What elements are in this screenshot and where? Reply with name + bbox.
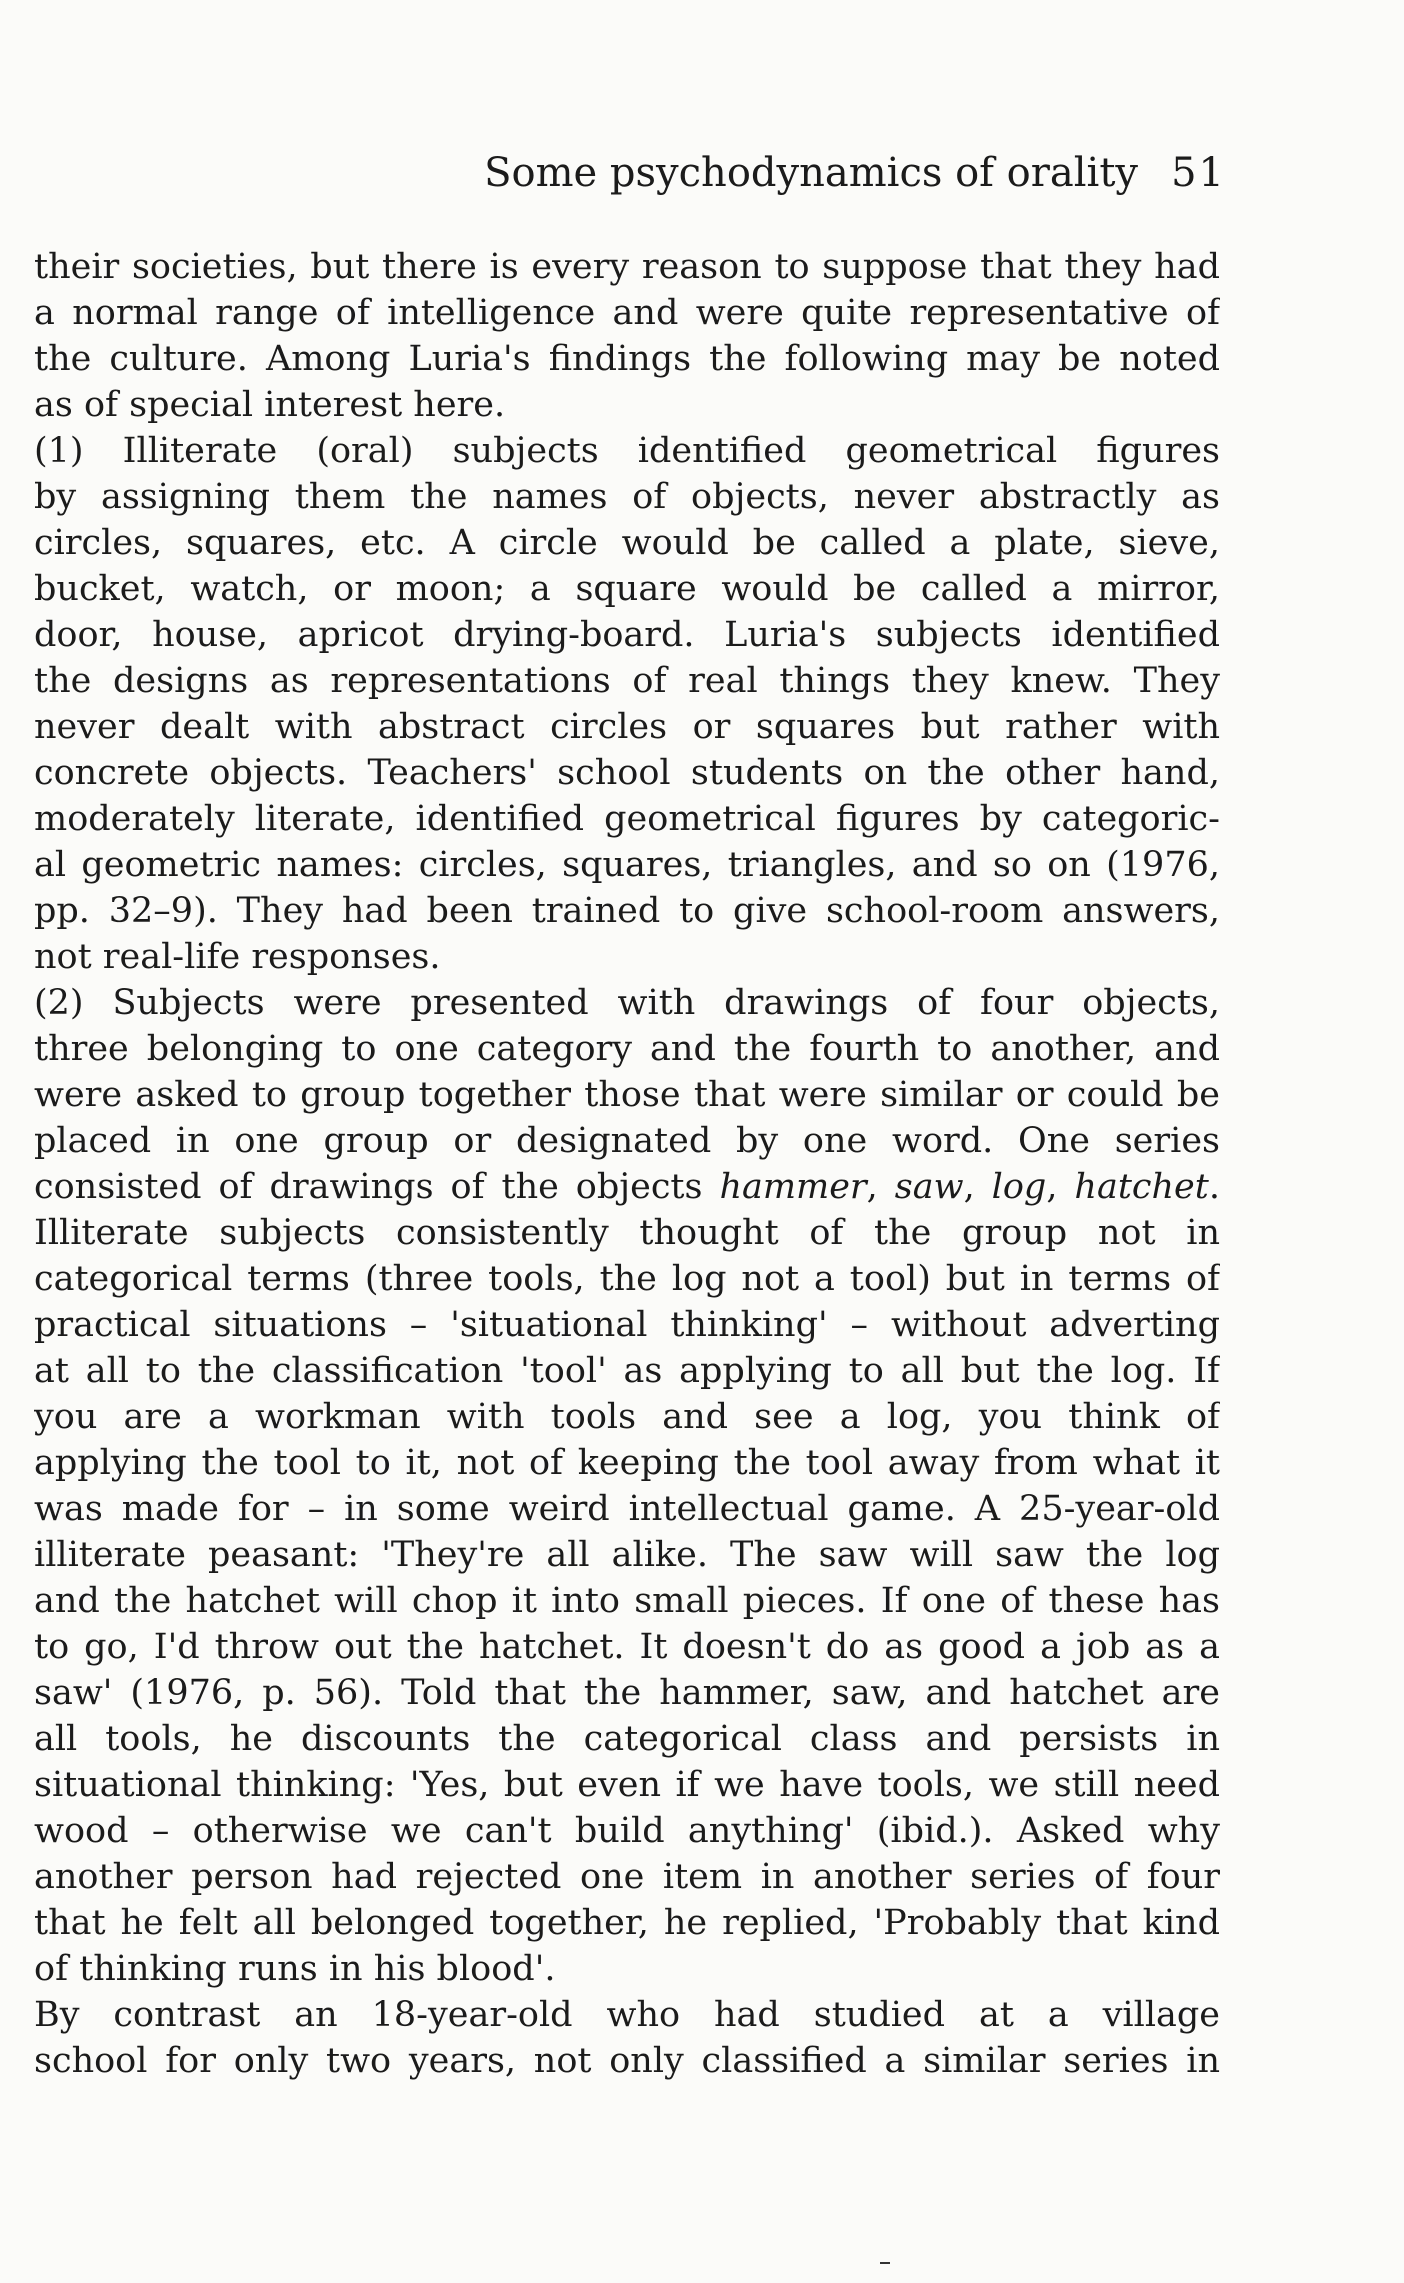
text-line: By contrast an 18-year-old who had studied at a village xyxy=(34,1995,1220,2035)
text-line: (1) Illiterate (oral) subjects identified geometrical figures xyxy=(34,431,1220,471)
text-line: by assigning them the names of objects, never abstractly as xyxy=(34,477,1220,517)
text-line: were asked to group together those that were similar or could be xyxy=(34,1075,1220,1115)
text-line: all tools, he discounts the categorical class and persists in xyxy=(34,1719,1220,1759)
text-line: a normal range of intelligence and were quite representative of xyxy=(34,293,1220,333)
text-line: at all to the classification 'tool' as applying to all but the log. If xyxy=(34,1351,1220,1391)
page-number: 51 xyxy=(1171,150,1226,196)
text-line: placed in one group or designated by one word. One series xyxy=(34,1121,1220,1161)
text-line: of thinking runs in his blood'. xyxy=(34,1949,556,1989)
text-line: another person had rejected one item in another series of four xyxy=(34,1857,1220,1897)
text-line: was made for – in some weird intellectual game. A 25-year-old xyxy=(34,1489,1220,1529)
page-mark xyxy=(880,2262,890,2264)
text-line: (2) Subjects were presented with drawings of four objects, xyxy=(34,983,1220,1023)
text-line: not real-life responses. xyxy=(34,937,441,977)
text-line: consisted of drawings of the objects hammer, saw, log, hatchet. xyxy=(34,1167,1220,1207)
text-line: al geometric names: circles, squares, triangles, and so on (1976, xyxy=(34,845,1220,885)
text-line: school for only two years, not only classified a similar series in xyxy=(34,2041,1220,2081)
text-line: concrete objects. Teachers' school students on the other hand, xyxy=(34,753,1220,793)
text-line: illiterate peasant: 'They're all alike. The saw will saw the log xyxy=(34,1535,1220,1575)
text-line: that he felt all belonged together, he replied, 'Probably that kind xyxy=(34,1903,1220,1943)
text-line: applying the tool to it, not of keeping the tool away from what it xyxy=(34,1443,1220,1483)
text-line: their societies, but there is every reason to suppose that they had xyxy=(34,247,1220,287)
text-line: moderately literate, identified geometrical figures by categoric- xyxy=(34,799,1220,839)
text-line: the designs as representations of real things they knew. They xyxy=(34,661,1220,701)
text-line: to go, I'd throw out the hatchet. It doesn't do as good a job as a xyxy=(34,1627,1220,1667)
text-line: categorical terms (three tools, the log not a tool) but in terms of xyxy=(34,1259,1220,1299)
text-line: door, house, apricot drying-board. Luria's subjects identified xyxy=(34,615,1220,655)
text-line: as of special interest here. xyxy=(34,385,506,425)
text-line: circles, squares, etc. A circle would be called a plate, sieve, xyxy=(34,523,1220,563)
text-line: pp. 32–9). They had been trained to give school-room answers, xyxy=(34,891,1220,931)
text-line: Illiterate subjects consistently thought of the group not in xyxy=(34,1213,1220,1253)
text-line: practical situations – 'situational thinking' – without adverting xyxy=(34,1305,1220,1345)
text-line: and the hatchet will chop it into small pieces. If one of these has xyxy=(34,1581,1220,1621)
text-line: the culture. Among Luria's findings the following may be noted xyxy=(34,339,1220,379)
text-line: never dealt with abstract circles or squares but rather with xyxy=(34,707,1220,747)
text-line: bucket, watch, or moon; a square would be called a mirror, xyxy=(34,569,1220,609)
text-line: situational thinking: 'Yes, but even if we have tools, we still need xyxy=(34,1765,1220,1805)
text-line: three belonging to one category and the fourth to another, and xyxy=(34,1029,1220,1069)
running-title: Some psychodynamics of orality xyxy=(484,150,1138,196)
text-line: saw' (1976, p. 56). Told that the hammer, saw, and hatchet are xyxy=(34,1673,1220,1713)
text-line: you are a workman with tools and see a log, you think of xyxy=(34,1397,1220,1437)
text-line: wood – otherwise we can't build anything' (ibid.). Asked why xyxy=(34,1811,1220,1851)
